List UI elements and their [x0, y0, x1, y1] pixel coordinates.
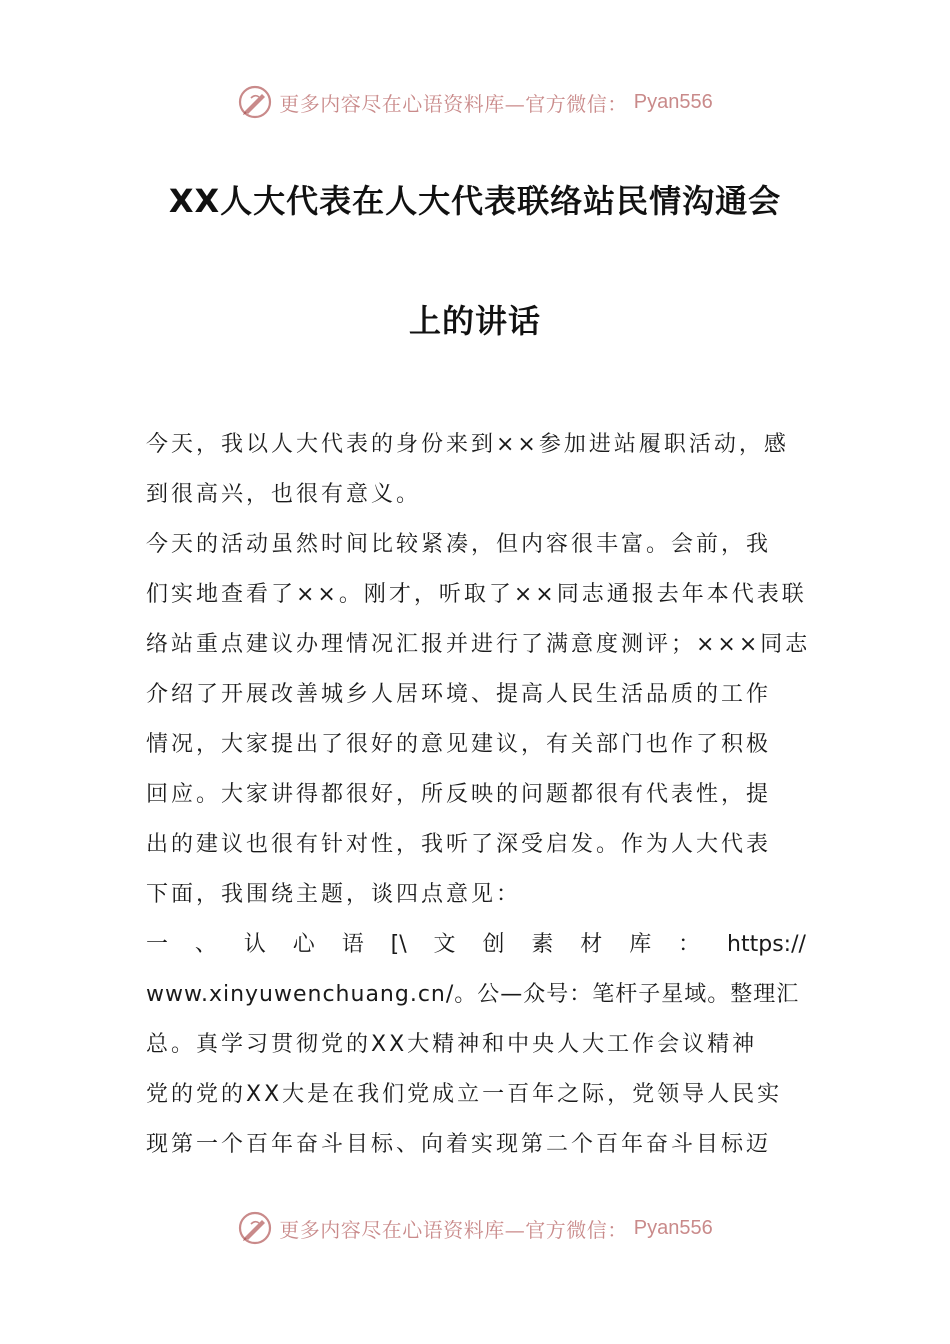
body-line: 情况，大家提出了很好的意见建议，有关部门也作了积极 — [146, 732, 772, 757]
body-line: 出的建议也很有针对性，我听了深受启发。作为人大代表 — [146, 832, 772, 857]
header-watermark-text: 更多内容尽在心语资料库—官方微信： — [279, 91, 628, 116]
body-line: 络站重点建议办理情况汇报并进行了满意度测评；×××同志 — [146, 632, 811, 657]
heading-char: 认 — [243, 932, 266, 957]
body-line: 下面，我围绕主题，谈四点意见： — [146, 882, 522, 907]
body-line: 今天，我以人大代表的身份来到××参加进站履职活动，感 — [146, 432, 789, 457]
body-line: 回应。大家讲得都很好，所反映的问题都很有代表性，提 — [146, 782, 772, 807]
body-line: 今天的活动虽然时间比较紧凑，但内容很丰富。会前，我 — [146, 532, 772, 557]
body-line: www.xinyuwenchuang.cn/。公—众号：笔杆子星域。整理汇 — [146, 982, 800, 1007]
footer-watermark-text: 更多内容尽在心语资料库—官方微信： — [279, 1217, 628, 1242]
heading-char: 文 — [433, 932, 456, 957]
document-body — [146, 420, 811, 1170]
document-title-line-2: 上的讲话 — [408, 302, 541, 340]
body-line: 介绍了开展改善城乡人居环境、提高人民生活品质的工作 — [146, 682, 772, 707]
body-line: 总。真学习贯彻党的XX大精神和中央人大工作会议精神 — [146, 1032, 758, 1057]
heading-char: 心 — [292, 932, 315, 957]
heading-char: ： — [678, 932, 701, 957]
heading-char: 材 — [580, 932, 603, 957]
body-line: 党的党的XX大是在我们党成立一百年之际，党领导人民实 — [146, 1082, 783, 1107]
heading-char: [\ — [390, 932, 407, 957]
pen-logo-icon — [237, 84, 273, 120]
footer-watermark-handle: Pyan556 — [633, 1216, 713, 1239]
heading-char: 素 — [531, 932, 554, 957]
header-watermark-handle: Pyan556 — [633, 90, 713, 113]
body-line: 们实地查看了××。刚才，听取了××同志通报去年本代表联 — [146, 582, 807, 607]
pen-logo-icon — [237, 1210, 273, 1246]
heading-char: 库 — [629, 932, 652, 957]
header-watermark-banner — [0, 80, 950, 124]
heading-url-start: https:// — [727, 932, 806, 957]
footer-watermark-banner — [0, 1206, 950, 1250]
heading-char: 创 — [482, 932, 505, 957]
document-title-line-1: XX人大代表在人大代表联络站民情沟通会 — [168, 182, 782, 220]
heading-char: 一 — [146, 932, 169, 957]
body-line: 到很高兴，也很有意义。 — [146, 482, 422, 507]
heading-char: 、 — [194, 932, 217, 957]
body-line: 现第一个百年奋斗目标、向着实现第二个百年奋斗目标迈 — [146, 1132, 772, 1157]
section-heading-line — [146, 920, 806, 970]
heading-char: 语 — [341, 932, 364, 957]
